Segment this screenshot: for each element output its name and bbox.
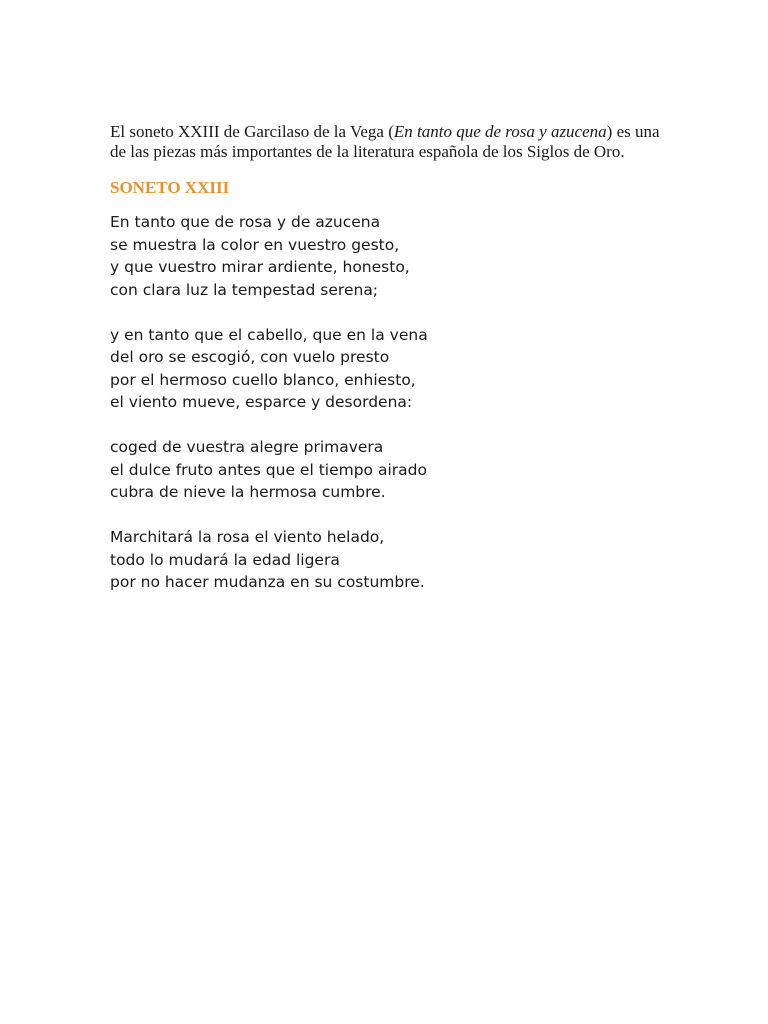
verse-line: todo lo mudará la edad ligera bbox=[110, 550, 340, 569]
verse-line: el dulce fruto antes que el tiempo airado bbox=[110, 460, 427, 479]
verse-line: y en tanto que el cabello, que en la vena bbox=[110, 325, 428, 344]
verse-line: por el hermoso cuello blanco, enhiesto, bbox=[110, 370, 416, 389]
verse-line: se muestra la color en vuestro gesto, bbox=[110, 235, 400, 254]
stanza-3 bbox=[110, 436, 670, 504]
poem bbox=[110, 211, 670, 594]
verse-line: el viento mueve, esparce y desordena: bbox=[110, 393, 413, 411]
verse-line: Marchitará la rosa el viento helado, bbox=[110, 528, 385, 546]
verse-line: con clara luz la tempestad serena; bbox=[110, 280, 379, 299]
verse-line: coged de vuestra alegre primavera bbox=[110, 438, 384, 456]
verse-line: cubra de nieve la hermosa cumbre. bbox=[110, 483, 386, 501]
stanza-1 bbox=[110, 211, 670, 301]
verse-line: y que vuestro mirar ardiente, honesto, bbox=[110, 258, 410, 276]
verse-line: por no hacer mudanza en su costumbre. bbox=[110, 573, 425, 591]
verse-line: del oro se escogió, con vuelo presto bbox=[110, 348, 390, 366]
document-page bbox=[110, 122, 670, 616]
stanza-4 bbox=[110, 526, 670, 594]
stanza-2 bbox=[110, 324, 670, 414]
intro-text-end: ) es una de las piezas más importantes de la literatura española de los Siglos de Oro. bbox=[110, 122, 660, 161]
intro-text-start: El soneto XXIII de Garcilaso de la Vega ( bbox=[110, 122, 394, 141]
intro-paragraph bbox=[110, 122, 670, 162]
intro-poem-title: En tanto que de rosa y azucena bbox=[393, 122, 607, 141]
verse-line: En tanto que de rosa y de azucena bbox=[110, 213, 381, 231]
sonnet-heading: SONETO XXIII bbox=[110, 178, 230, 197]
